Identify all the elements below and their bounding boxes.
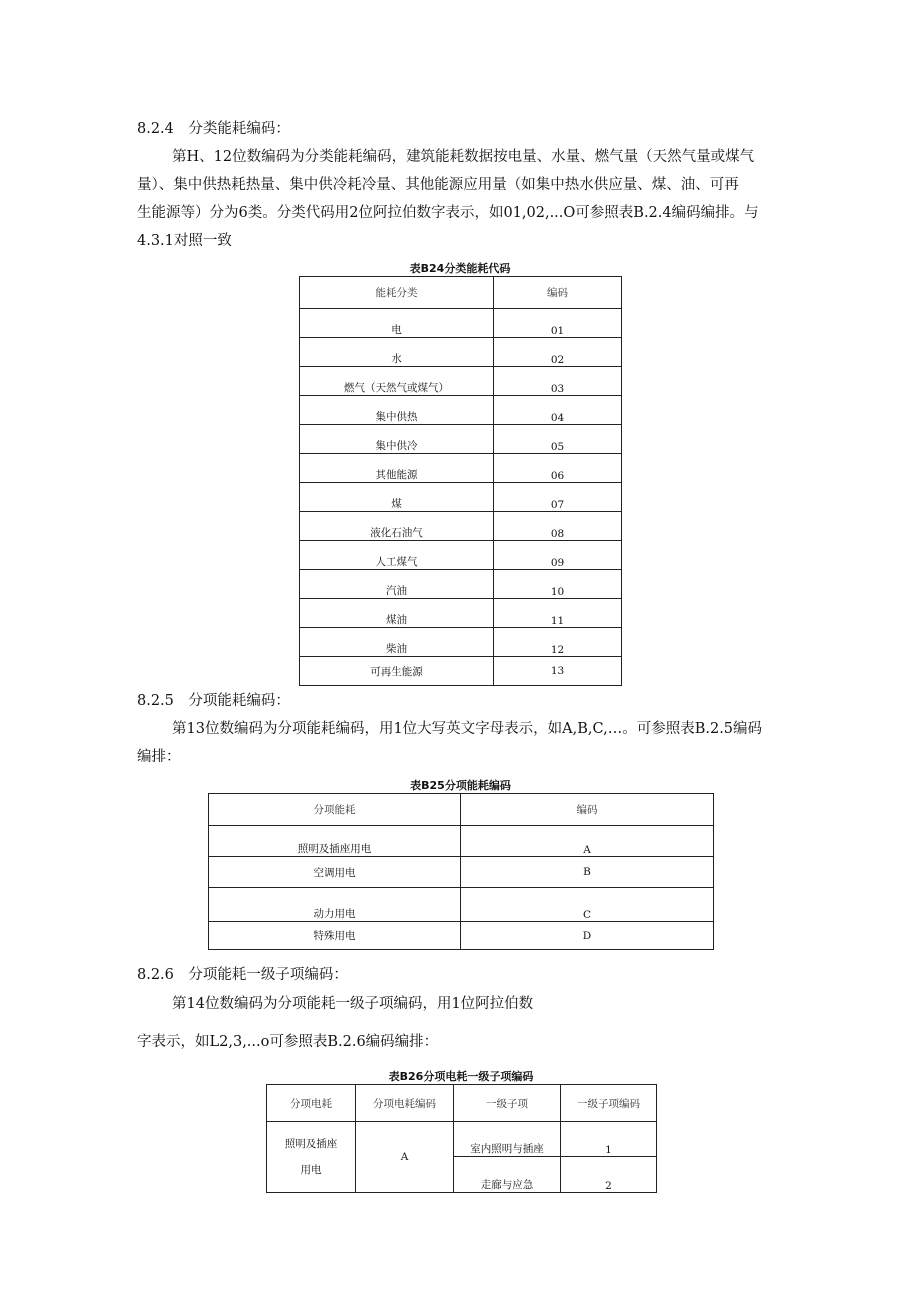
code-cell: 09 [494, 541, 622, 570]
table-row [300, 309, 622, 338]
paragraph-line: 第H、12位数编码为分类能耗编码，建筑能耗数据按电量、水量、燃气量（天然气量或煤气 [172, 149, 755, 165]
table-row [300, 483, 622, 512]
item-label-line: 照明及插座 [284, 1138, 338, 1150]
paragraph-line: 第14位数编码为分项能耗一级子项编码，用1位阿拉伯数 [172, 996, 534, 1012]
code-cell: 04 [494, 396, 622, 425]
item-code-cell: A [356, 1122, 454, 1193]
header-cell: 分项电耗编码 [356, 1085, 454, 1122]
category-cell: 水 [300, 338, 494, 367]
code-cell: 02 [494, 338, 622, 367]
category-cell: 煤油 [300, 599, 494, 628]
table-caption-b26: 表B26分项电耗一级子项编码 [388, 1070, 534, 1083]
item-cell: 空调用电 [209, 857, 461, 888]
table-row [209, 922, 714, 950]
header-cell: 能耗分类 [300, 277, 494, 309]
category-cell: 柴油 [300, 628, 494, 657]
code-cell: 13 [494, 657, 622, 686]
code-cell: 03 [494, 367, 622, 396]
code-cell: D [461, 922, 714, 950]
item-cell [267, 1122, 356, 1193]
code-cell: 01 [494, 309, 622, 338]
paragraph-line: 生能源等）分为6类。分类代码用2位阿拉伯数字表示，如01,02,...O可参照表B.2.4编码编排。与 [137, 205, 759, 221]
category-cell: 燃气（天然气或煤气） [300, 367, 494, 396]
table-caption-b25: 表B25分项能耗编码 [410, 779, 511, 792]
table-row [300, 599, 622, 628]
table-header-row [209, 794, 714, 826]
header-cell: 一级子项编码 [561, 1085, 657, 1122]
table-b25 [208, 793, 714, 950]
code-cell: A [461, 826, 714, 857]
section-heading-8-2-4: 8.2.4 分类能耗编码： [137, 121, 290, 137]
paragraph-line: 字表示，如L2,3,...o可参照表B.2.6编码编排： [137, 1034, 439, 1050]
table-header-row [267, 1085, 657, 1122]
table-row [300, 396, 622, 425]
table-row [209, 888, 714, 922]
code-cell: C [461, 888, 714, 922]
header-cell: 分项能耗 [209, 794, 461, 826]
category-cell: 液化石油气 [300, 512, 494, 541]
code-cell: 05 [494, 425, 622, 454]
item-label-line: 用电 [300, 1164, 322, 1176]
category-cell: 集中供热 [300, 396, 494, 425]
table-b26 [266, 1084, 657, 1193]
table-row [300, 657, 622, 686]
section-heading-8-2-6: 8.2.6 分项能耗一级子项编码： [137, 967, 348, 983]
subitem-code-cell: 1 [561, 1122, 657, 1157]
table-row [300, 338, 622, 367]
header-cell: 编码 [461, 794, 714, 826]
code-cell: B [461, 857, 714, 888]
header-cell: 编码 [494, 277, 622, 309]
category-cell: 集中供冷 [300, 425, 494, 454]
category-cell: 人工煤气 [300, 541, 494, 570]
code-cell: 12 [494, 628, 622, 657]
table-row [209, 857, 714, 888]
table-row [300, 512, 622, 541]
paragraph-line: 量）、集中供热耗热量、集中供冷耗冷量、其他能源应用量（如集中热水供应量、煤、油、可再 [137, 177, 739, 193]
header-cell: 分项电耗 [267, 1085, 356, 1122]
header-cell: 一级子项 [454, 1085, 561, 1122]
code-cell: 06 [494, 454, 622, 483]
category-cell: 汽油 [300, 570, 494, 599]
paragraph-line: 编排： [137, 749, 181, 765]
table-row [300, 367, 622, 396]
table-b24 [299, 276, 622, 686]
table-caption-b24: 表B24分类能耗代码 [409, 262, 511, 275]
subitem-code-cell: 2 [561, 1157, 657, 1193]
item-cell: 动力用电 [209, 888, 461, 922]
table-row [300, 541, 622, 570]
code-cell: 11 [494, 599, 622, 628]
item-cell: 照明及插座用电 [209, 826, 461, 857]
section-heading-8-2-5: 8.2.5 分项能耗编码： [137, 693, 290, 709]
paragraph-line: 第13位数编码为分项能耗编码，用1位大写英文字母表示，如A,B,C,…。可参照表B.2.5编码 [172, 721, 763, 737]
table-row [300, 570, 622, 599]
category-cell: 电 [300, 309, 494, 338]
category-cell: 可再生能源 [300, 657, 494, 686]
table-row [267, 1122, 657, 1157]
category-cell: 其他能源 [300, 454, 494, 483]
table-header-row [300, 277, 622, 309]
table-row [300, 454, 622, 483]
code-cell: 08 [494, 512, 622, 541]
subitem-cell: 走廊与应急 [454, 1157, 561, 1193]
category-cell: 煤 [300, 483, 494, 512]
table-row [300, 628, 622, 657]
subitem-cell: 室内照明与插座 [454, 1122, 561, 1157]
table-row [300, 425, 622, 454]
item-cell: 特殊用电 [209, 922, 461, 950]
paragraph-line: 4.3.1对照一致 [137, 233, 232, 249]
table-row [209, 826, 714, 857]
code-cell: 07 [494, 483, 622, 512]
code-cell: 10 [494, 570, 622, 599]
